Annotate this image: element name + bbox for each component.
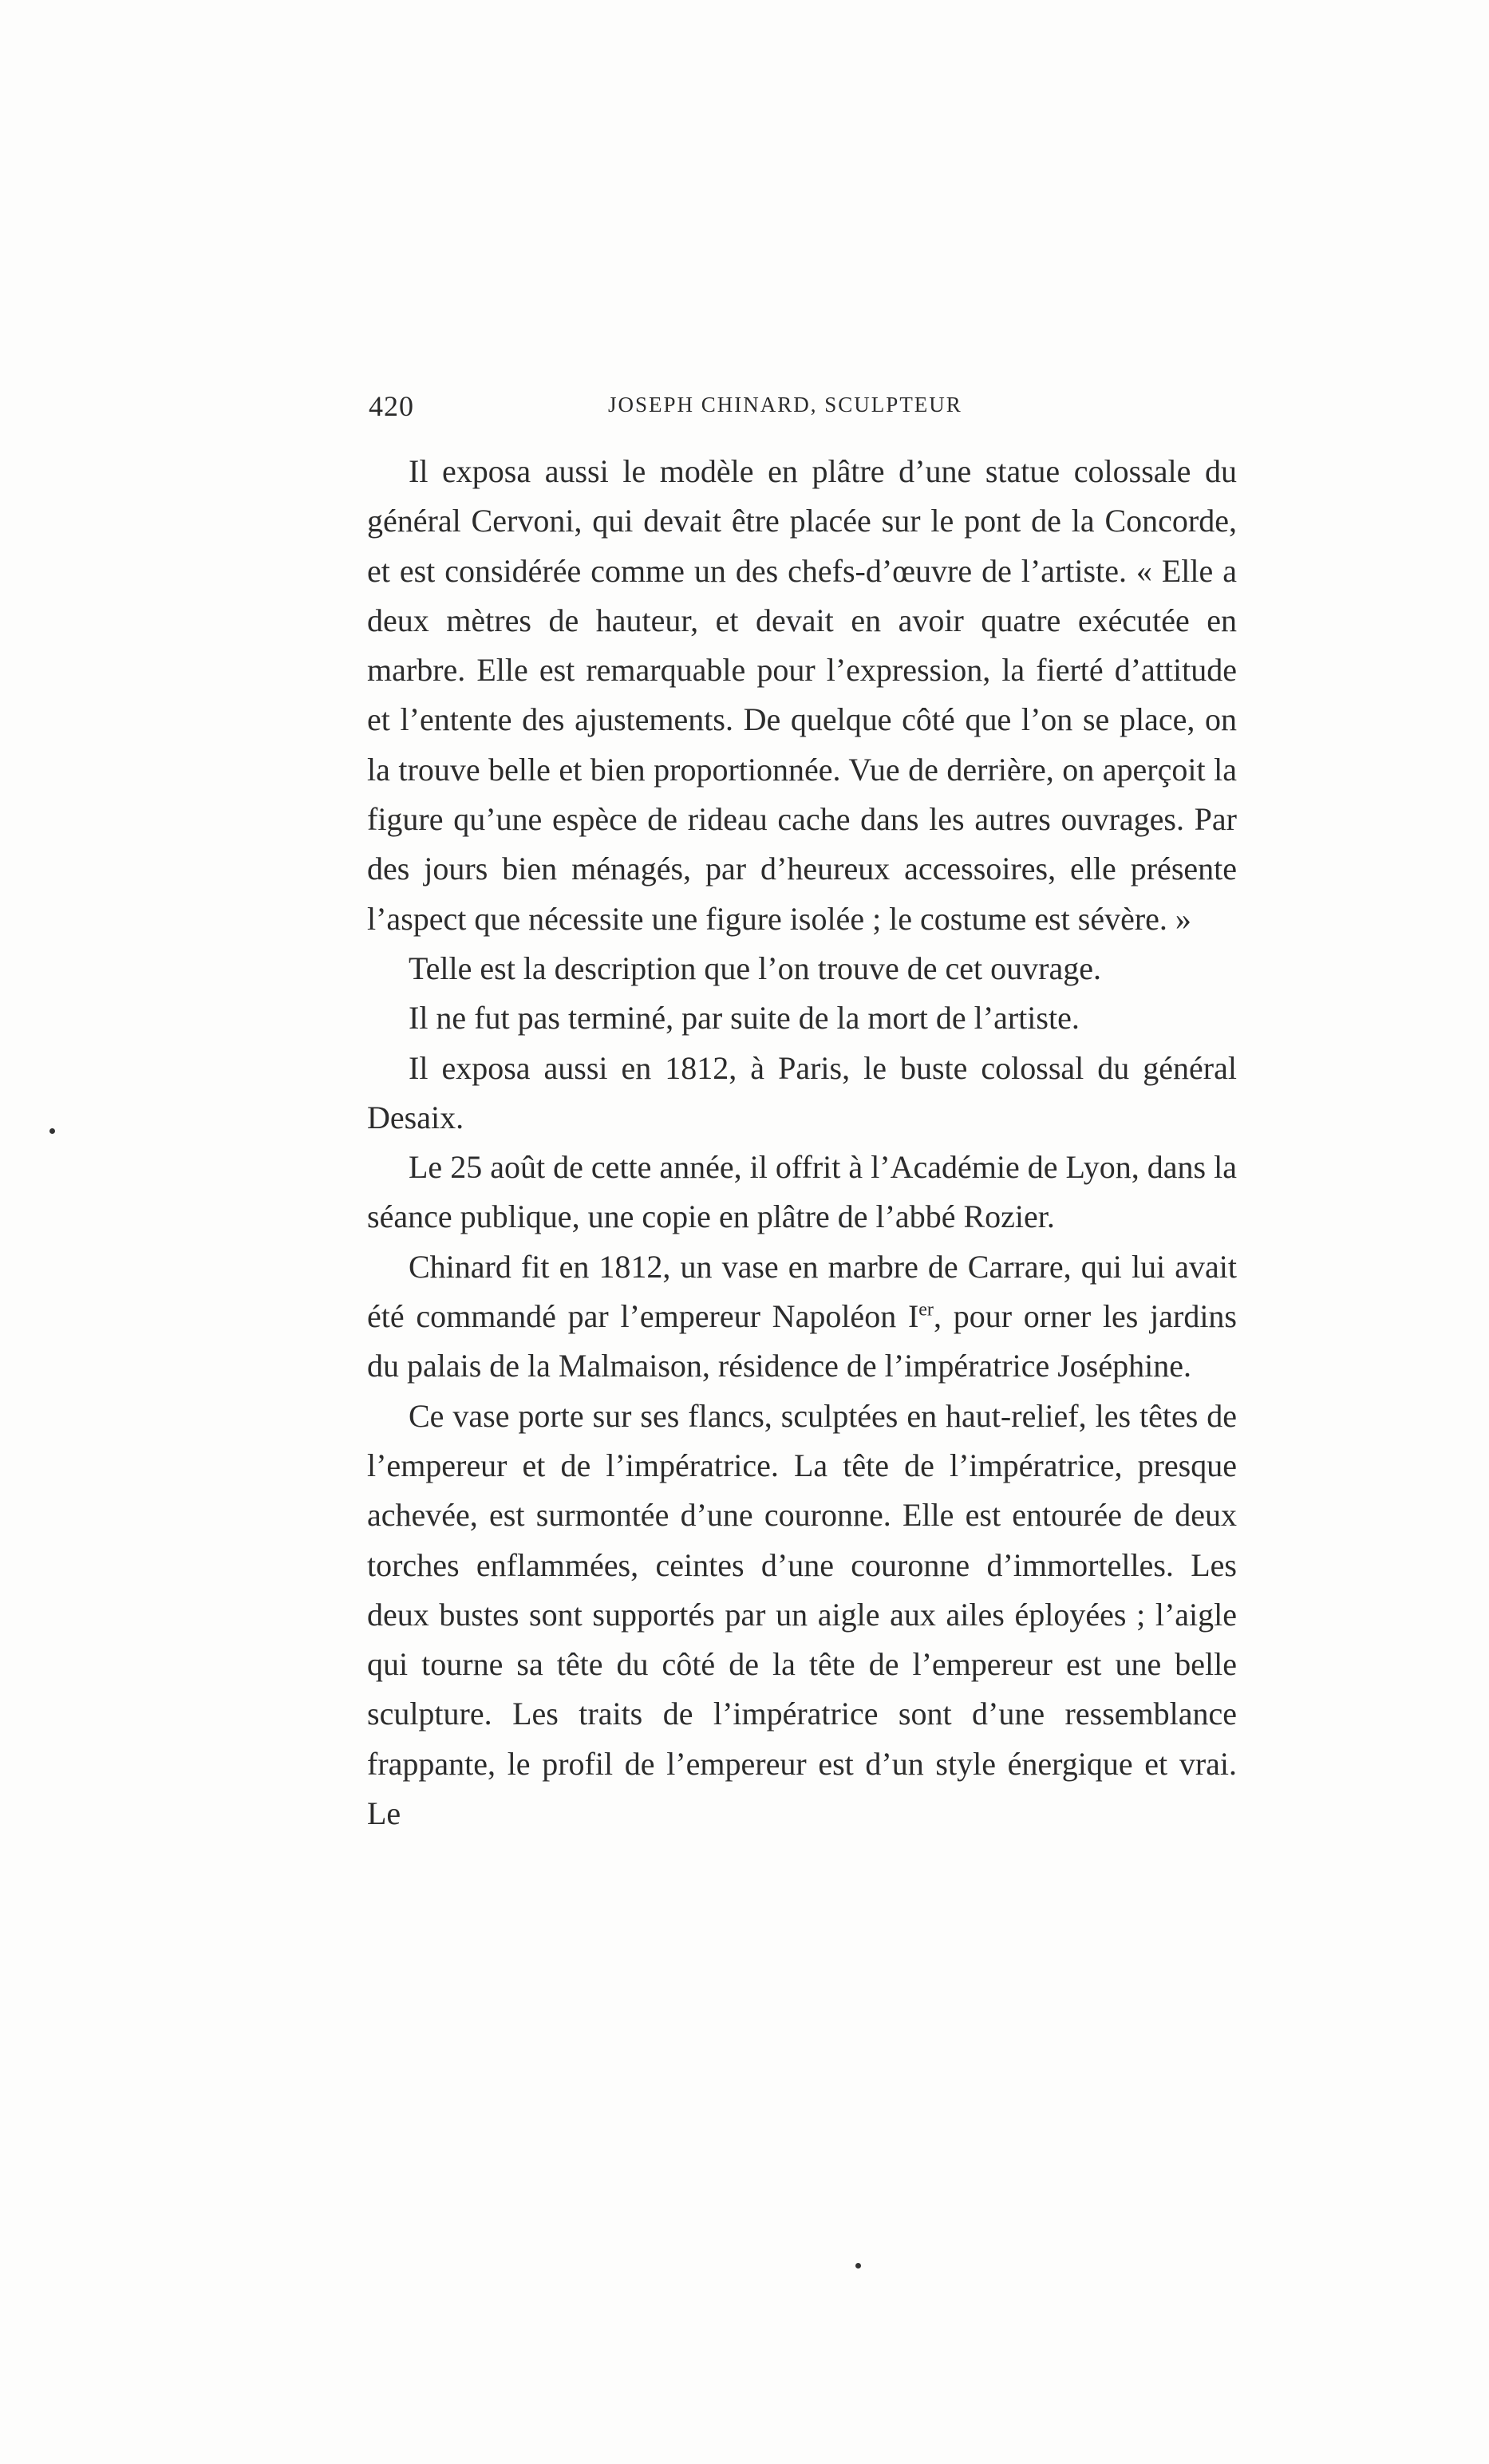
vase-text-end: , pour orner les jardins du palais de la Malmaison, résidence de l’impératrice Joséphine. — [367, 1298, 1238, 1384]
paragraph-carrara-vase — [367, 1242, 1237, 1392]
running-title: JOSEPH CHINARD, SCULPTEUR — [608, 393, 962, 417]
page-number: 420 — [369, 390, 414, 422]
ink-speck — [49, 1128, 55, 1134]
running-head — [369, 389, 1007, 421]
paragraph-desaix-bust: Il exposa aussi en 1812, à Paris, le buste colossal du général Desaix. — [367, 1049, 1237, 1135]
body-text — [367, 447, 1237, 1838]
paragraph-vase-description: Ce vase porte sur ses flancs, sculptées en haut-relief, les têtes de l’empereur et de l’impératrice. La tête de l’impératrice, presque achevée, est surmontée d’une couronne. Elle est entourée de deux torches enflammées, ceintes d’une couronne d’immortelles. Les deux bustes sont supportés par un aigle aux ailes éployées ; l’aigle qui tourne sa tête du côté de la tête de l’empereur est une belle sculpture. Les traits de l’impératrice sont d’une ressemblance frappante, le profil de l’empereur est d’un style énergique et vrai. Le — [367, 1397, 1237, 1832]
superscript-er: er — [918, 1299, 934, 1321]
ink-speck — [855, 2263, 861, 2269]
vase-text-start: Chinard fit en 1812, un vase en marbre de Carrare, qui lui avait été commandé par l’empereur Napoléon I — [367, 1248, 1237, 1335]
paragraph-rozier-copy: Le 25 août de cette année, il offrit à l’Académie de Lyon, dans la séance publique, une copie en plâtre de l’abbé Rozier. — [367, 1149, 1237, 1235]
paragraph-not-finished: Il ne fut pas terminé, par suite de la mort de l’artiste. — [409, 1000, 1080, 1037]
paragraph-cervoni-statue: Il exposa aussi le modèle en plâtre d’une statue colossale du général Cervoni, qui devait être placée sur le pont de la Concorde, et est considérée comme un des chefs-d’œuvre de l’artiste. « Elle a deux mètres de hauteur, et devait en avoir quatre exécutée en marbre. Elle est remarquable pour l’expression, la fierté d’attitude et l’entente des ajustements. De quelque côté que l’on se place, on la trouve belle et bien proportionnée. Vue de derrière, on aperçoit la figure qu’une espèce de rideau cache dans les autres ouvrages. Par des jours bien ménagés, par d’heureux accessoires, elle présente l’aspect que nécessite une figure isolée ; le costume est sévère. » — [367, 453, 1237, 937]
paragraph-description-note: Telle est la description que l’on trouve de cet ouvrage. — [409, 950, 1101, 986]
